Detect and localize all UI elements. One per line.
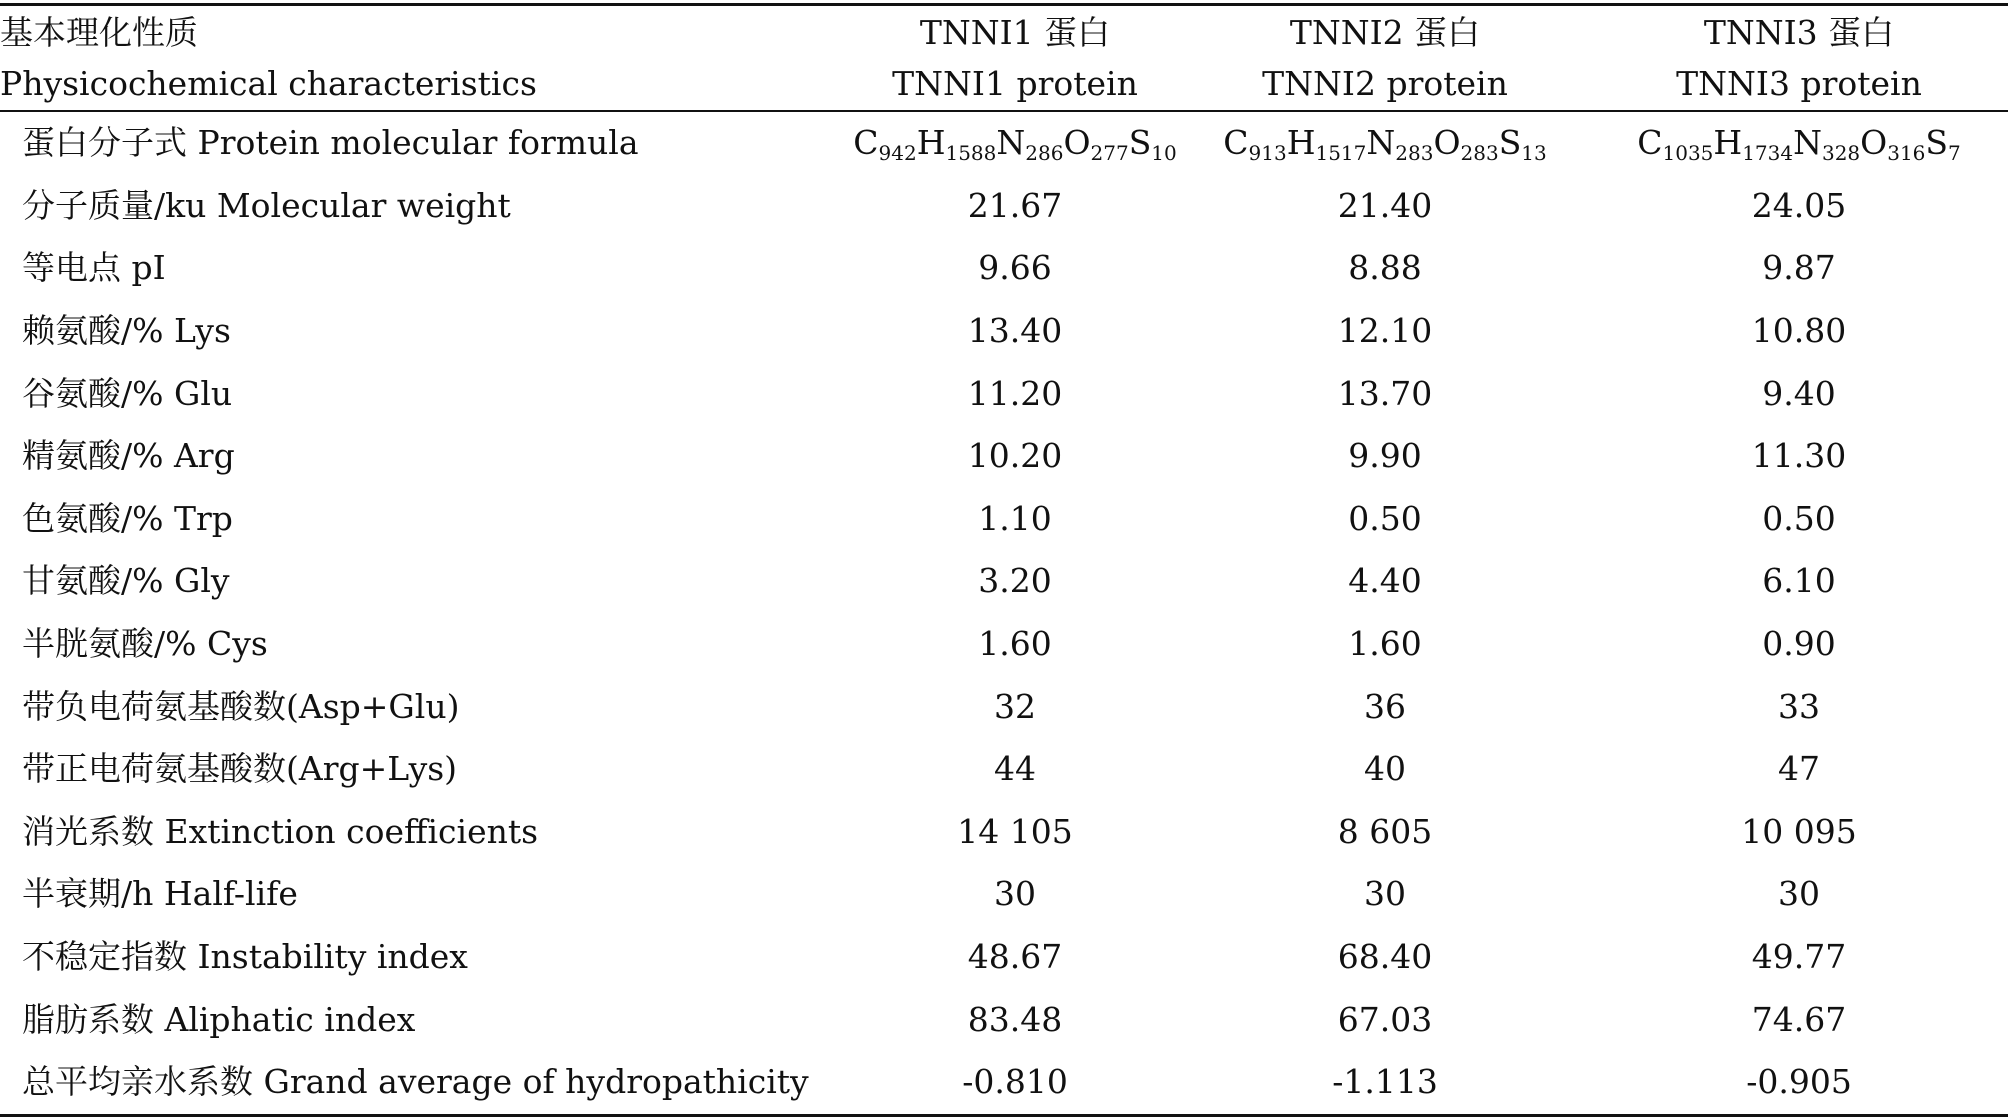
value-tnni1: 10.20: [967, 436, 1063, 476]
table-row: [0, 926, 2008, 989]
table-row: [0, 300, 2008, 363]
value-tnni2: 8.88: [1348, 248, 1422, 288]
header-tnni2-cell: [1180, 5, 1590, 112]
formula-tnni2: $C_{913}H_{1517}N_{283}O_{283}S_{13}$: [1223, 123, 1547, 166]
row-label: 精氨酸/% Arg: [22, 436, 235, 476]
row-label: 带负电荷氨基酸数(Asp+Glu): [22, 686, 460, 726]
table-body: [0, 111, 2008, 1115]
header-label-en: Physicochemical characteristics: [0, 64, 537, 103]
header-tnni3-cell: [1590, 5, 2008, 112]
table-row-formula: [0, 111, 2008, 175]
table-row: [0, 863, 2008, 926]
table-row: [0, 675, 2008, 738]
header-label-cell: [0, 5, 850, 112]
value-tnni2: 30: [1364, 874, 1406, 914]
header-tnni1-zh: TNNI1 蛋白: [919, 13, 1111, 52]
table-row: [0, 488, 2008, 551]
value-tnni2: 4.40: [1348, 561, 1422, 601]
value-tnni2: 21.40: [1337, 185, 1433, 225]
row-label: 蛋白分子式 Protein molecular formula: [22, 123, 639, 163]
row-label: 色氨酸/% Trp: [22, 498, 233, 538]
row-label: 带正电荷氨基酸数(Arg+Lys): [22, 749, 458, 789]
value-tnni2: 8 605: [1337, 811, 1433, 851]
value-tnni3: 24.05: [1751, 185, 1847, 225]
value-tnni1: 32: [994, 686, 1036, 726]
row-label: 谷氨酸/% Glu: [22, 373, 233, 413]
value-tnni1: 30: [994, 874, 1036, 914]
table-row: [0, 175, 2008, 238]
value-tnni2: -1.113: [1180, 1051, 1590, 1115]
value-tnni2: 68.40: [1337, 937, 1433, 977]
header-row: [0, 5, 2008, 112]
value-tnni2: 9.90: [1348, 436, 1422, 476]
row-label: 半衰期/h Half-life: [22, 874, 298, 914]
header-tnni1-en: TNNI1 protein: [892, 64, 1138, 103]
header-tnni2-zh: TNNI2 蛋白: [1289, 13, 1481, 52]
value-tnni1: 13.40: [967, 311, 1063, 351]
table-row: [0, 801, 2008, 864]
row-label: 甘氨酸/% Gly: [22, 561, 230, 601]
value-tnni3: 0.90: [1762, 624, 1836, 664]
value-tnni1: 44: [994, 749, 1036, 789]
value-tnni1: 48.67: [967, 937, 1063, 977]
value-tnni1: 1.10: [978, 498, 1052, 538]
value-tnni1: 14 105: [957, 811, 1073, 851]
value-tnni1: 83.48: [967, 999, 1063, 1039]
table-row: [0, 237, 2008, 300]
value-tnni1: -0.810: [850, 1051, 1180, 1115]
value-tnni1: 3.20: [978, 561, 1052, 601]
value-tnni3: -0.905: [1590, 1051, 2008, 1115]
table-row: [0, 550, 2008, 613]
table-row: [0, 738, 2008, 801]
value-tnni3: 74.67: [1751, 999, 1847, 1039]
table-row: [0, 362, 2008, 425]
value-tnni3: 10 095: [1741, 811, 1857, 851]
value-tnni2: 13.70: [1337, 373, 1433, 413]
value-tnni2: 1.60: [1348, 624, 1422, 664]
header-tnni3-zh: TNNI3 蛋白: [1703, 13, 1895, 52]
physicochemical-table: [0, 3, 2008, 1117]
row-label: 赖氨酸/% Lys: [22, 311, 231, 351]
table-row: [0, 988, 2008, 1051]
value-tnni3: 9.87: [1762, 248, 1836, 288]
formula-tnni3: $C_{1035}H_{1734}N_{328}O_{316}S_7$: [1637, 123, 1961, 166]
row-label: 总平均亲水系数 Grand average of hydropathicity: [0, 1051, 850, 1115]
table-row: [0, 1051, 2008, 1115]
table-row: [0, 425, 2008, 488]
row-label: 不稳定指数 Instability index: [22, 937, 468, 977]
row-label: 分子质量/ku Molecular weight: [22, 185, 511, 225]
row-label: 半胱氨酸/% Cys: [22, 624, 268, 664]
value-tnni3: 30: [1778, 874, 1820, 914]
header-label-zh: 基本理化性质: [0, 13, 198, 52]
value-tnni1: 21.67: [967, 185, 1063, 225]
value-tnni2: 12.10: [1337, 311, 1433, 351]
header-tnni1-cell: [850, 5, 1180, 112]
value-tnni2: 40: [1364, 749, 1406, 789]
value-tnni3: 9.40: [1762, 373, 1836, 413]
header-tnni3-en: TNNI3 protein: [1676, 64, 1922, 103]
value-tnni2: 0.50: [1348, 498, 1422, 538]
table-row: [0, 613, 2008, 676]
value-tnni2: 67.03: [1337, 999, 1433, 1039]
row-label: 消光系数 Extinction coefficients: [22, 811, 539, 851]
formula-tnni1: $C_{942}H_{1588}N_{286}O_{277}S_{10}$: [853, 123, 1177, 166]
header-tnni2-en: TNNI2 protein: [1262, 64, 1508, 103]
value-tnni3: 0.50: [1762, 498, 1836, 538]
value-tnni3: 11.30: [1751, 436, 1847, 476]
value-tnni1: 11.20: [967, 373, 1063, 413]
value-tnni1: 9.66: [978, 248, 1052, 288]
value-tnni1: 1.60: [978, 624, 1052, 664]
value-tnni3: 33: [1778, 686, 1820, 726]
row-label: 脂肪系数 Aliphatic index: [22, 999, 416, 1039]
value-tnni2: 36: [1364, 686, 1406, 726]
value-tnni3: 49.77: [1751, 937, 1847, 977]
value-tnni3: 6.10: [1762, 561, 1836, 601]
row-label: 等电点 pI: [22, 248, 166, 288]
value-tnni3: 47: [1778, 749, 1820, 789]
table-header: [0, 5, 2008, 112]
value-tnni3: 10.80: [1751, 311, 1847, 351]
